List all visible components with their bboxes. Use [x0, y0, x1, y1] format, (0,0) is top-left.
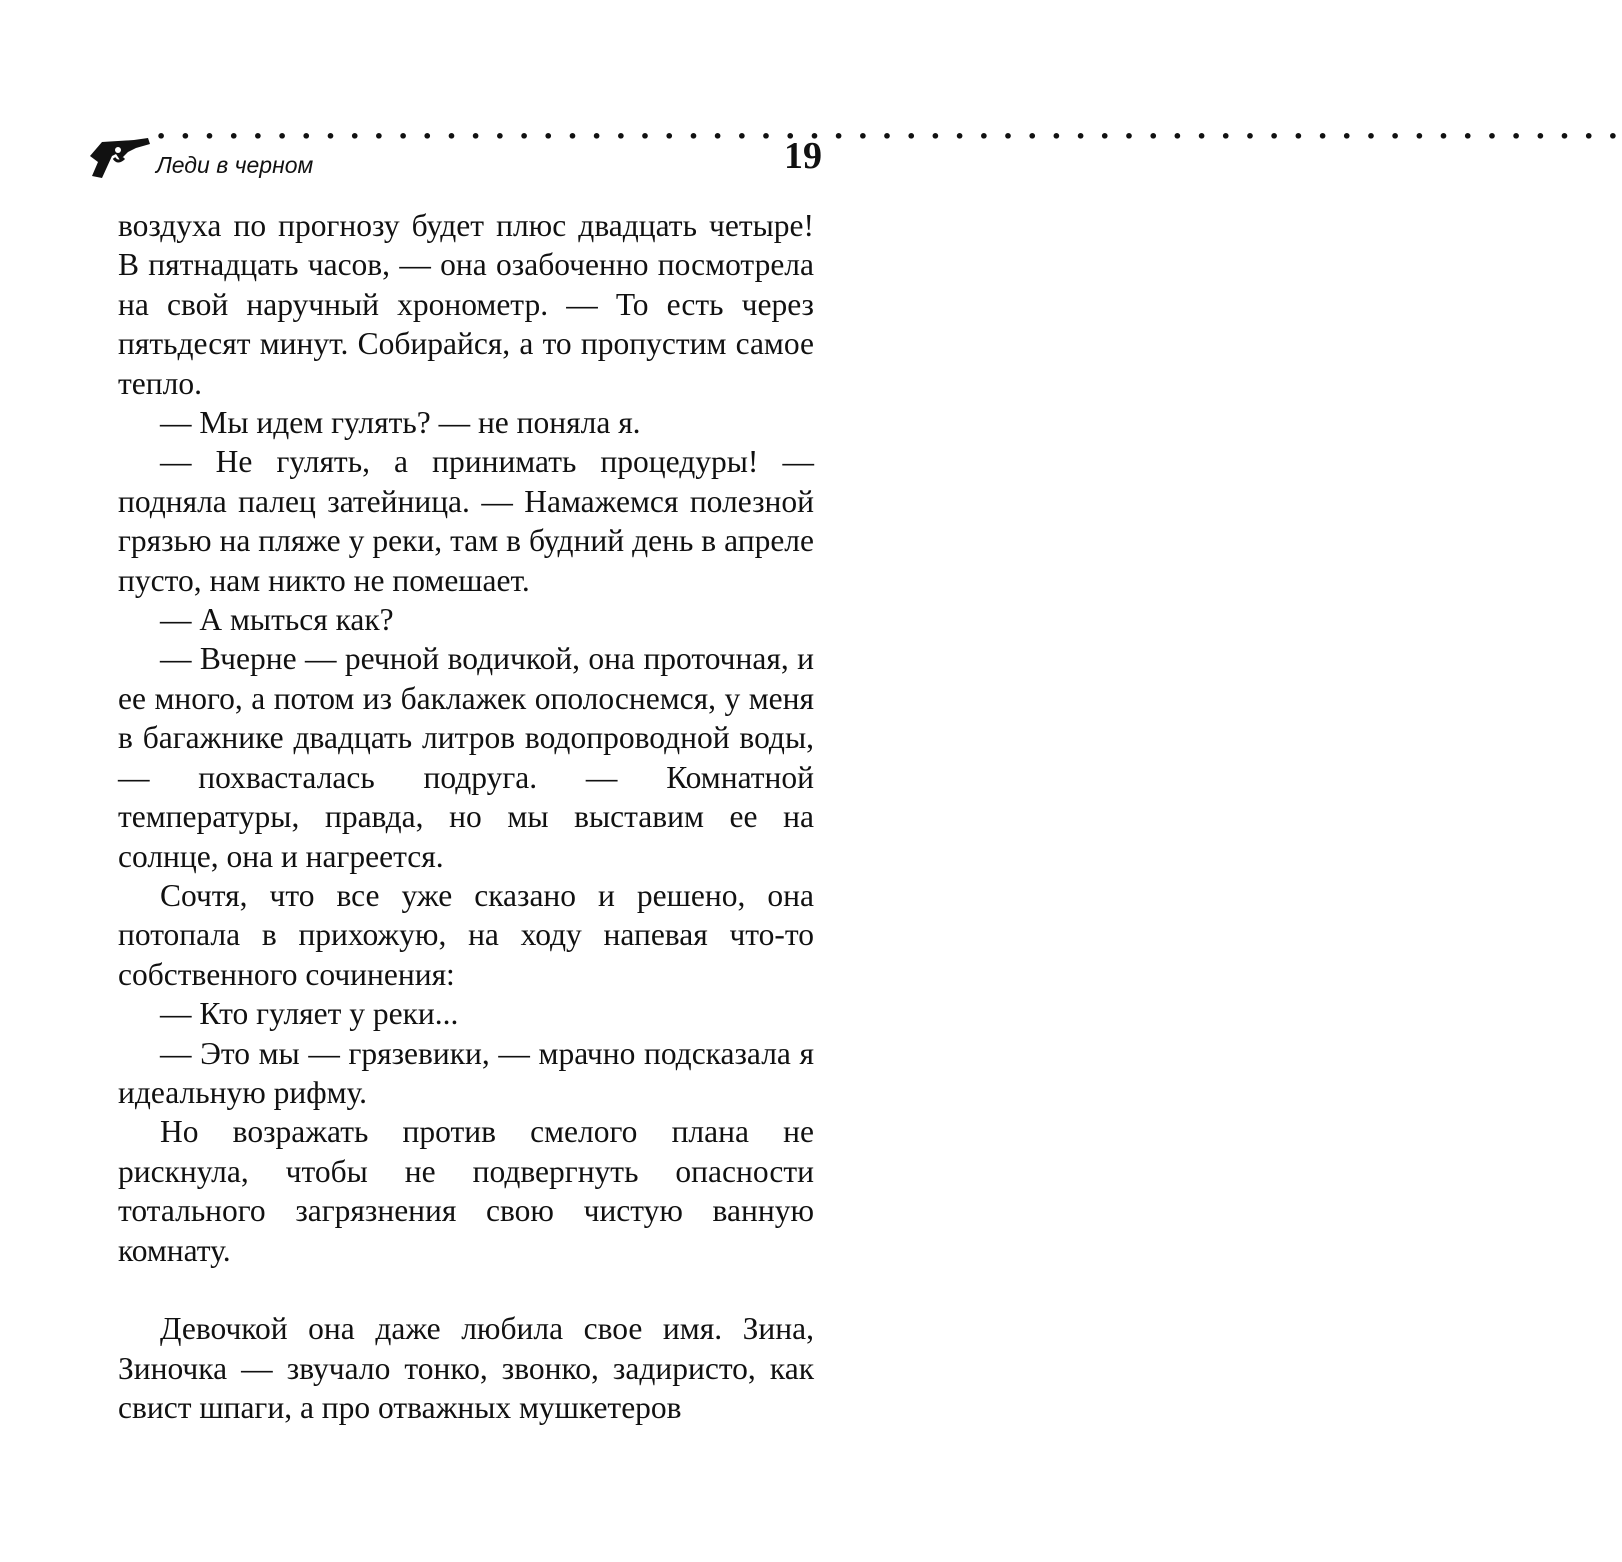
paragraph: — Кто гуляет у реки...: [160, 996, 459, 1032]
paragraph: воздуха по прогнозу будет плюс двадцать четыре! В пятнадцать часов, — она озабоченно посмотрела на свой наручный хронометр. — То есть через пятьдесят минут. Собирайся, а то пропустим самое тепло.: [118, 208, 814, 401]
paragraph: — А мыться как?: [160, 602, 394, 638]
paragraph: — Мы идем гулять? — не поняла я.: [160, 405, 641, 441]
paragraph: Девочкой она даже любила свое имя. Зина, Зиночка — звучало тонко, звонко, задиристо, как свист шпаги, а про отважных мушкетеров: [118, 1311, 814, 1426]
paragraph: — Не гулять, а принимать процедуры! — подняла палец затейница. — Намажемся полезной грязью на пляже у реки, там в будний день в апреле пусто, нам никто не помешает.: [118, 444, 814, 598]
page-number: 19: [784, 135, 822, 177]
revolver-icon: [88, 134, 152, 178]
paragraph: Но возражать против смелого плана не рискнула, чтобы не подвергнуть опасности тотального загрязнения свою чистую ванную комнату.: [118, 1114, 814, 1268]
paragraph: — Вчерне — речной водичкой, она проточная, и ее много, а потом из баклажек ополоснемся, у меня в багажнике двадцать литров водопроводной воды, — похвасталась подруга. — Комнатной температуры, правда, но мы выставим ее на солнце, она и нагреется.: [118, 641, 814, 874]
paragraph: — Это мы — грязевики, — мрачно подсказала я идеальную рифму.: [118, 1035, 814, 1110]
body-text: [118, 206, 814, 1428]
running-header: [88, 127, 1622, 190]
dotted-rule: • • • • • • • • • • • • • • • • • • • • • • • • • • • • • • • • • • • • • • • • • • • • • • • • • • • • • • • • • • • • •: [156, 127, 1622, 146]
running-title: Леди в черном: [156, 152, 314, 178]
paragraph: Сочтя, что все уже сказано и решено, она потопала в прихожую, на ходу напевая что-то собственного сочинения:: [118, 877, 814, 992]
